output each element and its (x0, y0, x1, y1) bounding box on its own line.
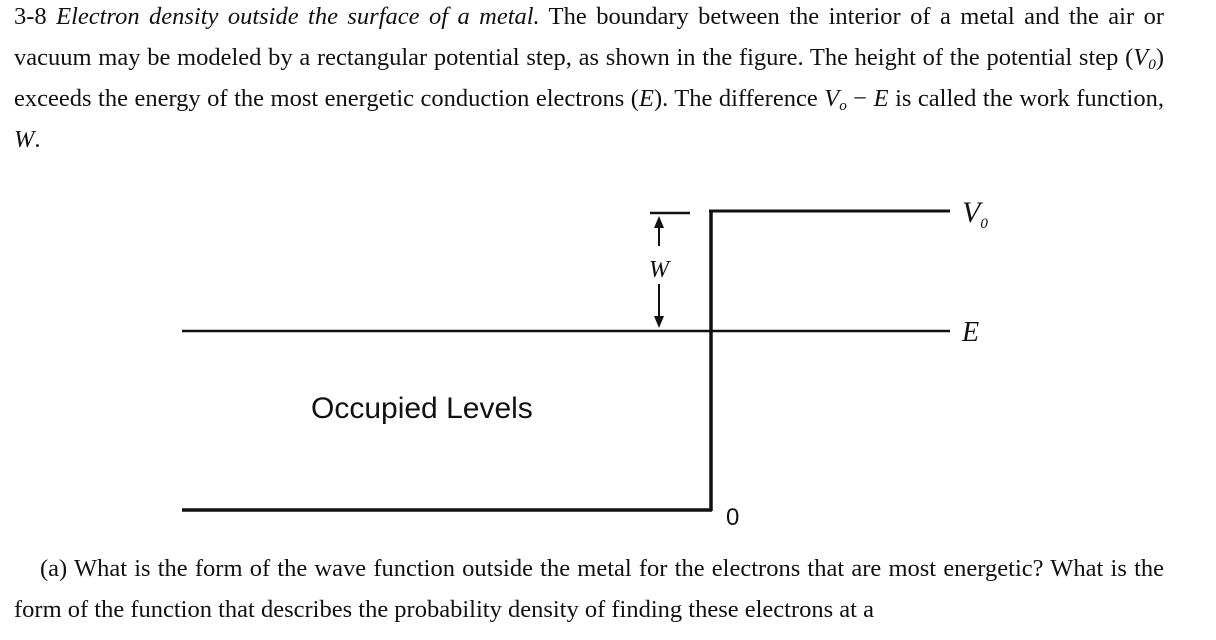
w-arrow-up-head (654, 216, 664, 228)
difference-expression: $V_o$ (824, 85, 847, 114)
intro-text-5: . (34, 126, 41, 153)
occupied-levels-label: Occupied Levels (311, 392, 533, 425)
diff-e-symbol: E (873, 85, 889, 112)
zero-label: 0 (726, 504, 740, 531)
e-label: E (962, 317, 980, 348)
potential-step-figure (0, 180, 1216, 540)
problem-title: Electron density outside the surface of a metal. (56, 3, 540, 30)
intro-text-1: The boundary between the interior of a metal and the air or vacuum may be modeled by a rectangular potential step, as shown in the figure. The height of the potential step ( (14, 3, 1164, 71)
w-arrow-down-head (654, 316, 664, 328)
intro-text-3: ). The difference (653, 85, 825, 112)
minus-sign: − (846, 85, 874, 112)
problem-statement (14, 0, 1164, 160)
e-symbol: E (638, 85, 654, 112)
w-label: W (649, 257, 669, 283)
question-part-a: (a) What is the form of the wave function outside the metal for the electrons that are most energetic? What is the form of the function that describes the probability density of finding these electrons at a (14, 555, 1164, 623)
intro-text-2: ) exceeds the energy of the most energetic conduction electrons ( (14, 44, 1164, 112)
v0-symbol: $V_0$ (1133, 44, 1156, 73)
w-symbol: W (14, 126, 35, 153)
v0-label: $V_0$ (962, 196, 988, 232)
problem-number: 3-8 (14, 3, 47, 30)
intro-text-4: is called the work function, (888, 85, 1164, 112)
